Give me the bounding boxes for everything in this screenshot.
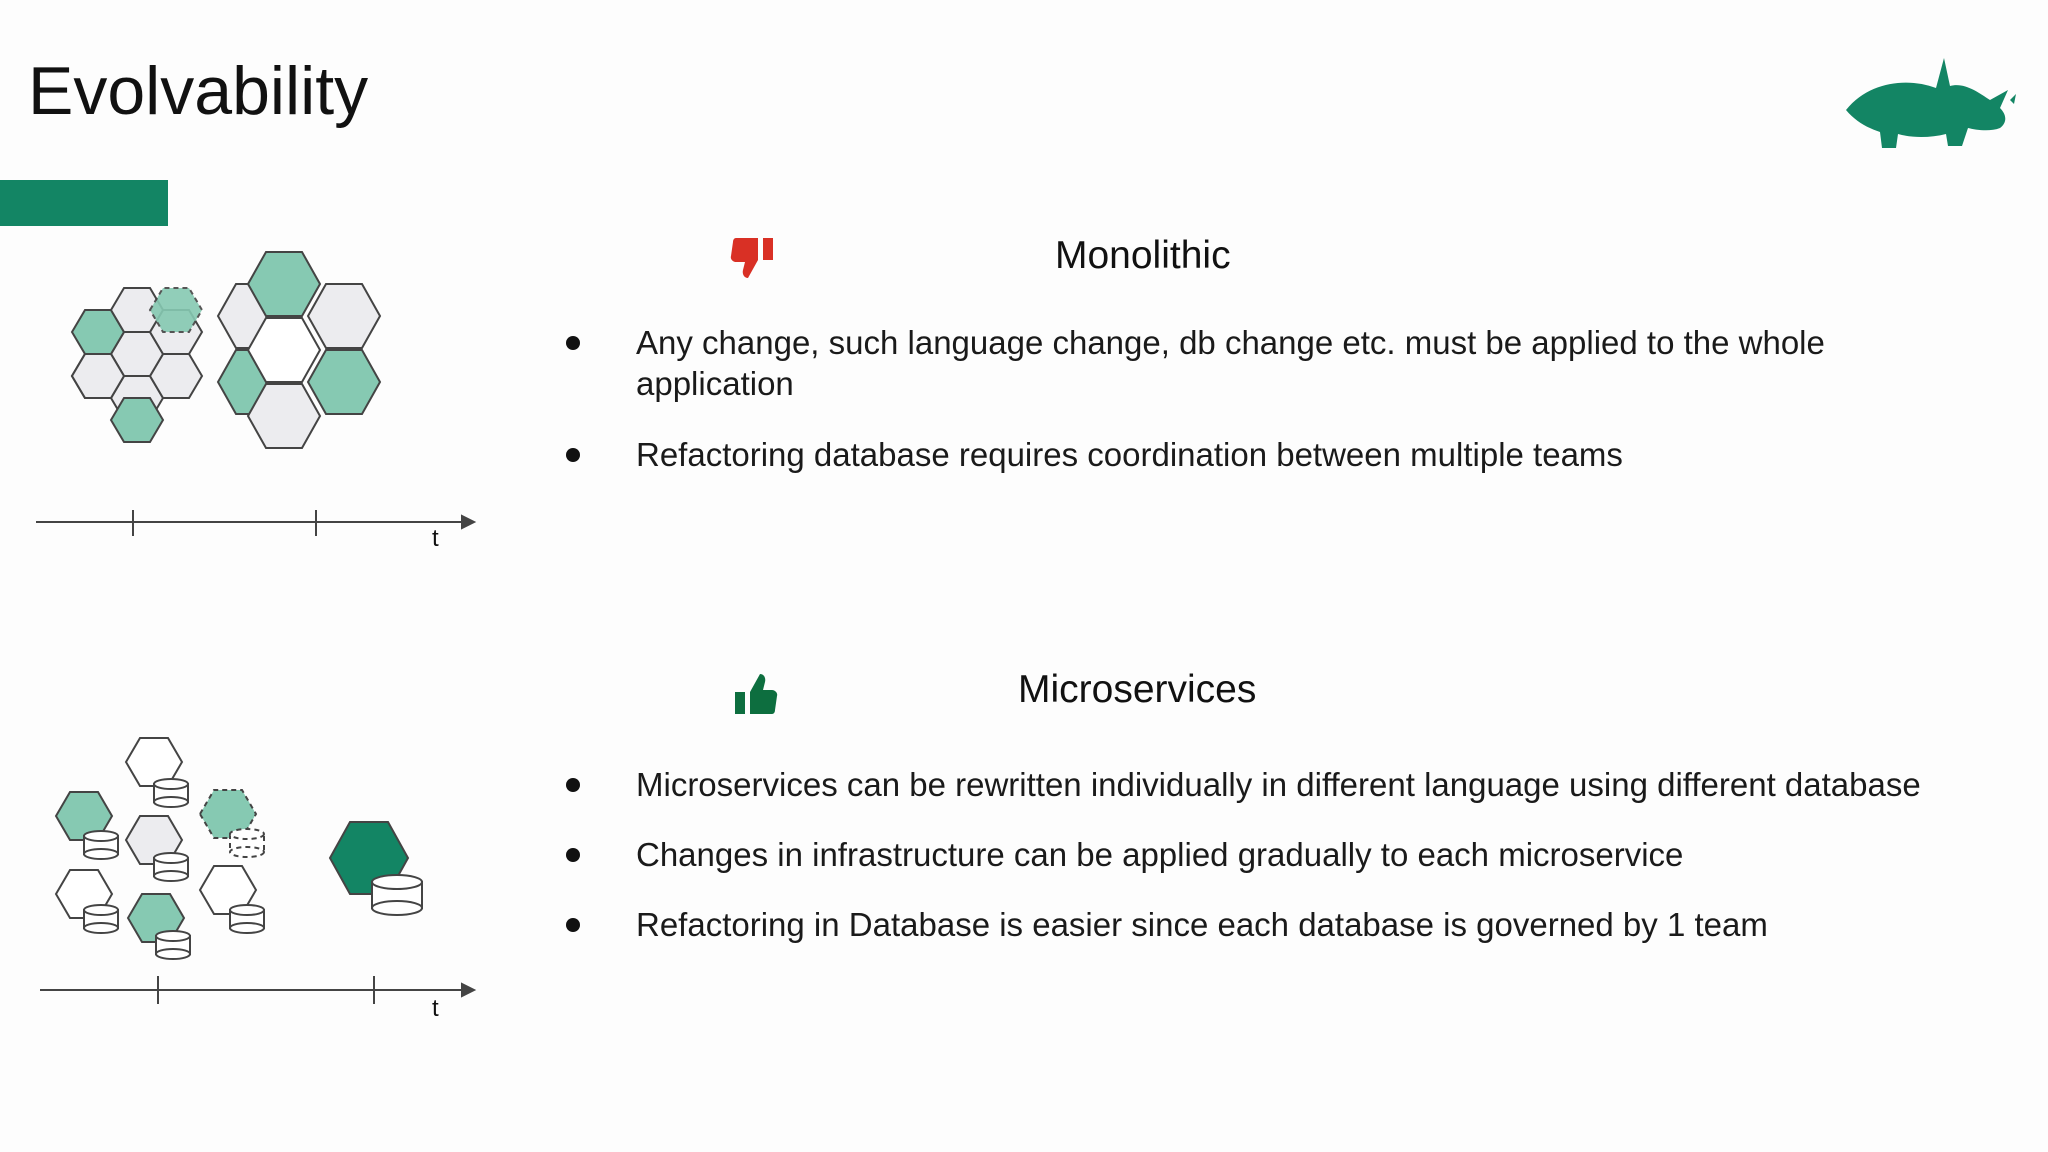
bullet-dot: [566, 336, 580, 350]
database-icon: [230, 829, 264, 857]
slide-title: Evolvability: [28, 53, 369, 129]
database-icon: [372, 875, 422, 915]
monolith-diagram: [30, 240, 480, 560]
list-item: [560, 322, 1980, 404]
time-axis: [36, 510, 474, 536]
database-icon: [154, 853, 188, 881]
bullet-dot: [566, 848, 580, 862]
list-item: [560, 904, 1980, 945]
list-item: [560, 764, 1980, 805]
thumbs-down-icon: [728, 232, 780, 284]
time-axis-label: t: [432, 525, 439, 552]
title-accent-bar: [0, 180, 168, 226]
monolith-small-cluster: [72, 288, 202, 442]
database-icon: [154, 779, 188, 807]
time-axis-label: t: [432, 995, 439, 1022]
bullet-dot: [566, 918, 580, 932]
microservices-diagram: [30, 720, 480, 1040]
time-axis: [40, 976, 474, 1004]
bullet-text: Microservices can be rewritten individually in different language using different database: [636, 766, 1921, 803]
thumbs-up-icon: [728, 668, 780, 720]
bullet-text: Refactoring in Database is easier since each database is governed by 1 team: [636, 906, 1768, 943]
bullet-text: Any change, such language change, db change etc. must be applied to the whole application: [636, 324, 1825, 402]
database-icon: [230, 905, 264, 933]
hexagon: [308, 350, 380, 414]
triceratops-logo-icon: [1840, 50, 2016, 162]
bullet-text: Refactoring database requires coordination between multiple teams: [636, 436, 1623, 473]
monolith-large-cluster: [218, 252, 380, 448]
bullet-text: Changes in infrastructure can be applied gradually to each microservice: [636, 836, 1684, 873]
bullet-dot: [566, 778, 580, 792]
list-item: [560, 834, 1980, 875]
bullet-dot: [566, 448, 580, 462]
database-icon: [84, 905, 118, 933]
database-icon: [84, 831, 118, 859]
microservices-heading: Microservices: [1018, 668, 1257, 711]
monolithic-heading: Monolithic: [1055, 234, 1231, 277]
list-item: [560, 434, 1980, 475]
database-icon: [156, 931, 190, 959]
hexagon: [308, 284, 380, 348]
